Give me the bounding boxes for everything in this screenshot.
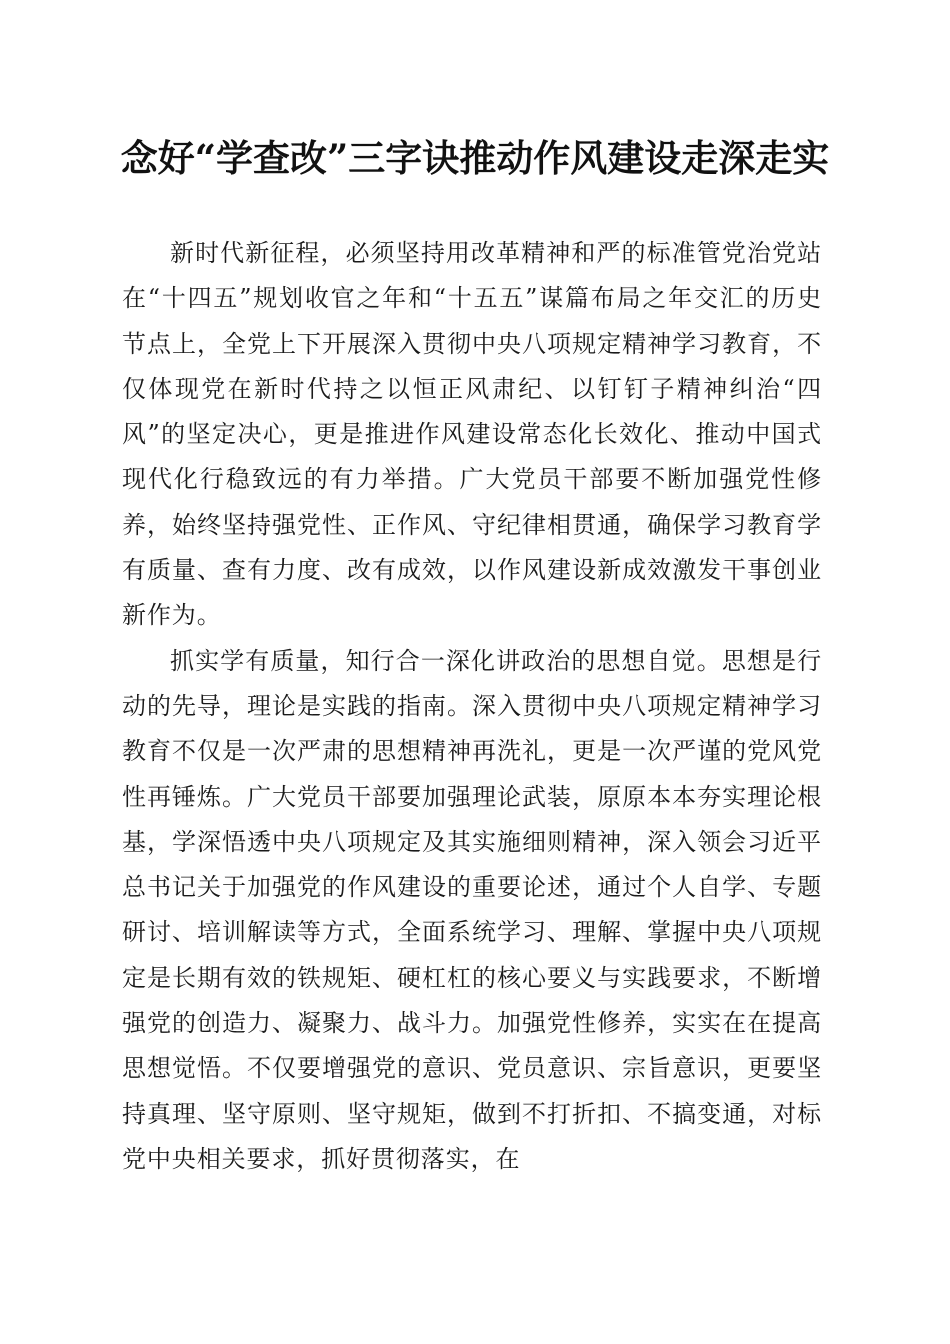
paragraph-study-quality: 抓实学有质量，知行合一深化讲政治的思想自觉。思想是行动的先导，理论是实践的指南。深入贯彻中央八项规定精神学习教育不仅是一次严肃的思想精神再洗礼，更是一次严谨的党风党性再锤炼。广大党员干部要加强理论武装，原原本本夯实理论根基，学深悟透中央八项规定及其实施细则精神，深入领会习近平总书记关于加强党的作风建设的重要论述，通过个人自学、专题研讨、培训解读等方式，全面系统学习、理解、掌握中央八项规定是长期有效的铁规矩、硬杠杠的核心要义与实践要求，不断增强党的创造力、凝聚力、战斗力。加强党性修养，实实在在提高思想觉悟。不仅要增强党的意识、党员意识、宗旨意识，更要坚持真理、坚守原则、坚守规矩，做到不打折扣、不搞变通，对标党中央相关要求，抓好贯彻落实，在 <box>122 646 822 1173</box>
document-body <box>122 231 822 1182</box>
document-title: 念好“学查改”三字诀推动作风建设走深走实 <box>120 136 830 180</box>
paragraph-intro: 新时代新征程，必须坚持用改革精神和严的标准管党治党站在“十四五”规划收官之年和“十五五”谋篇布局之年交汇的历史节点上，全党上下开展深入贯彻中央八项规定精神学习教育，不仅体现党在新时代持之以恒正风肃纪、以钉钉子精神纠治“四风”的坚定决心，更是推进作风建设常态化长效化、推动中国式现代化行稳致远的有力举措。广大党员干部要不断加强党性修养，始终坚持强党性、正作风、守纪律相贯通，确保学习教育学有质量、查有力度、改有成效，以作风建设新成效激发干事创业新作为。 <box>122 239 822 630</box>
